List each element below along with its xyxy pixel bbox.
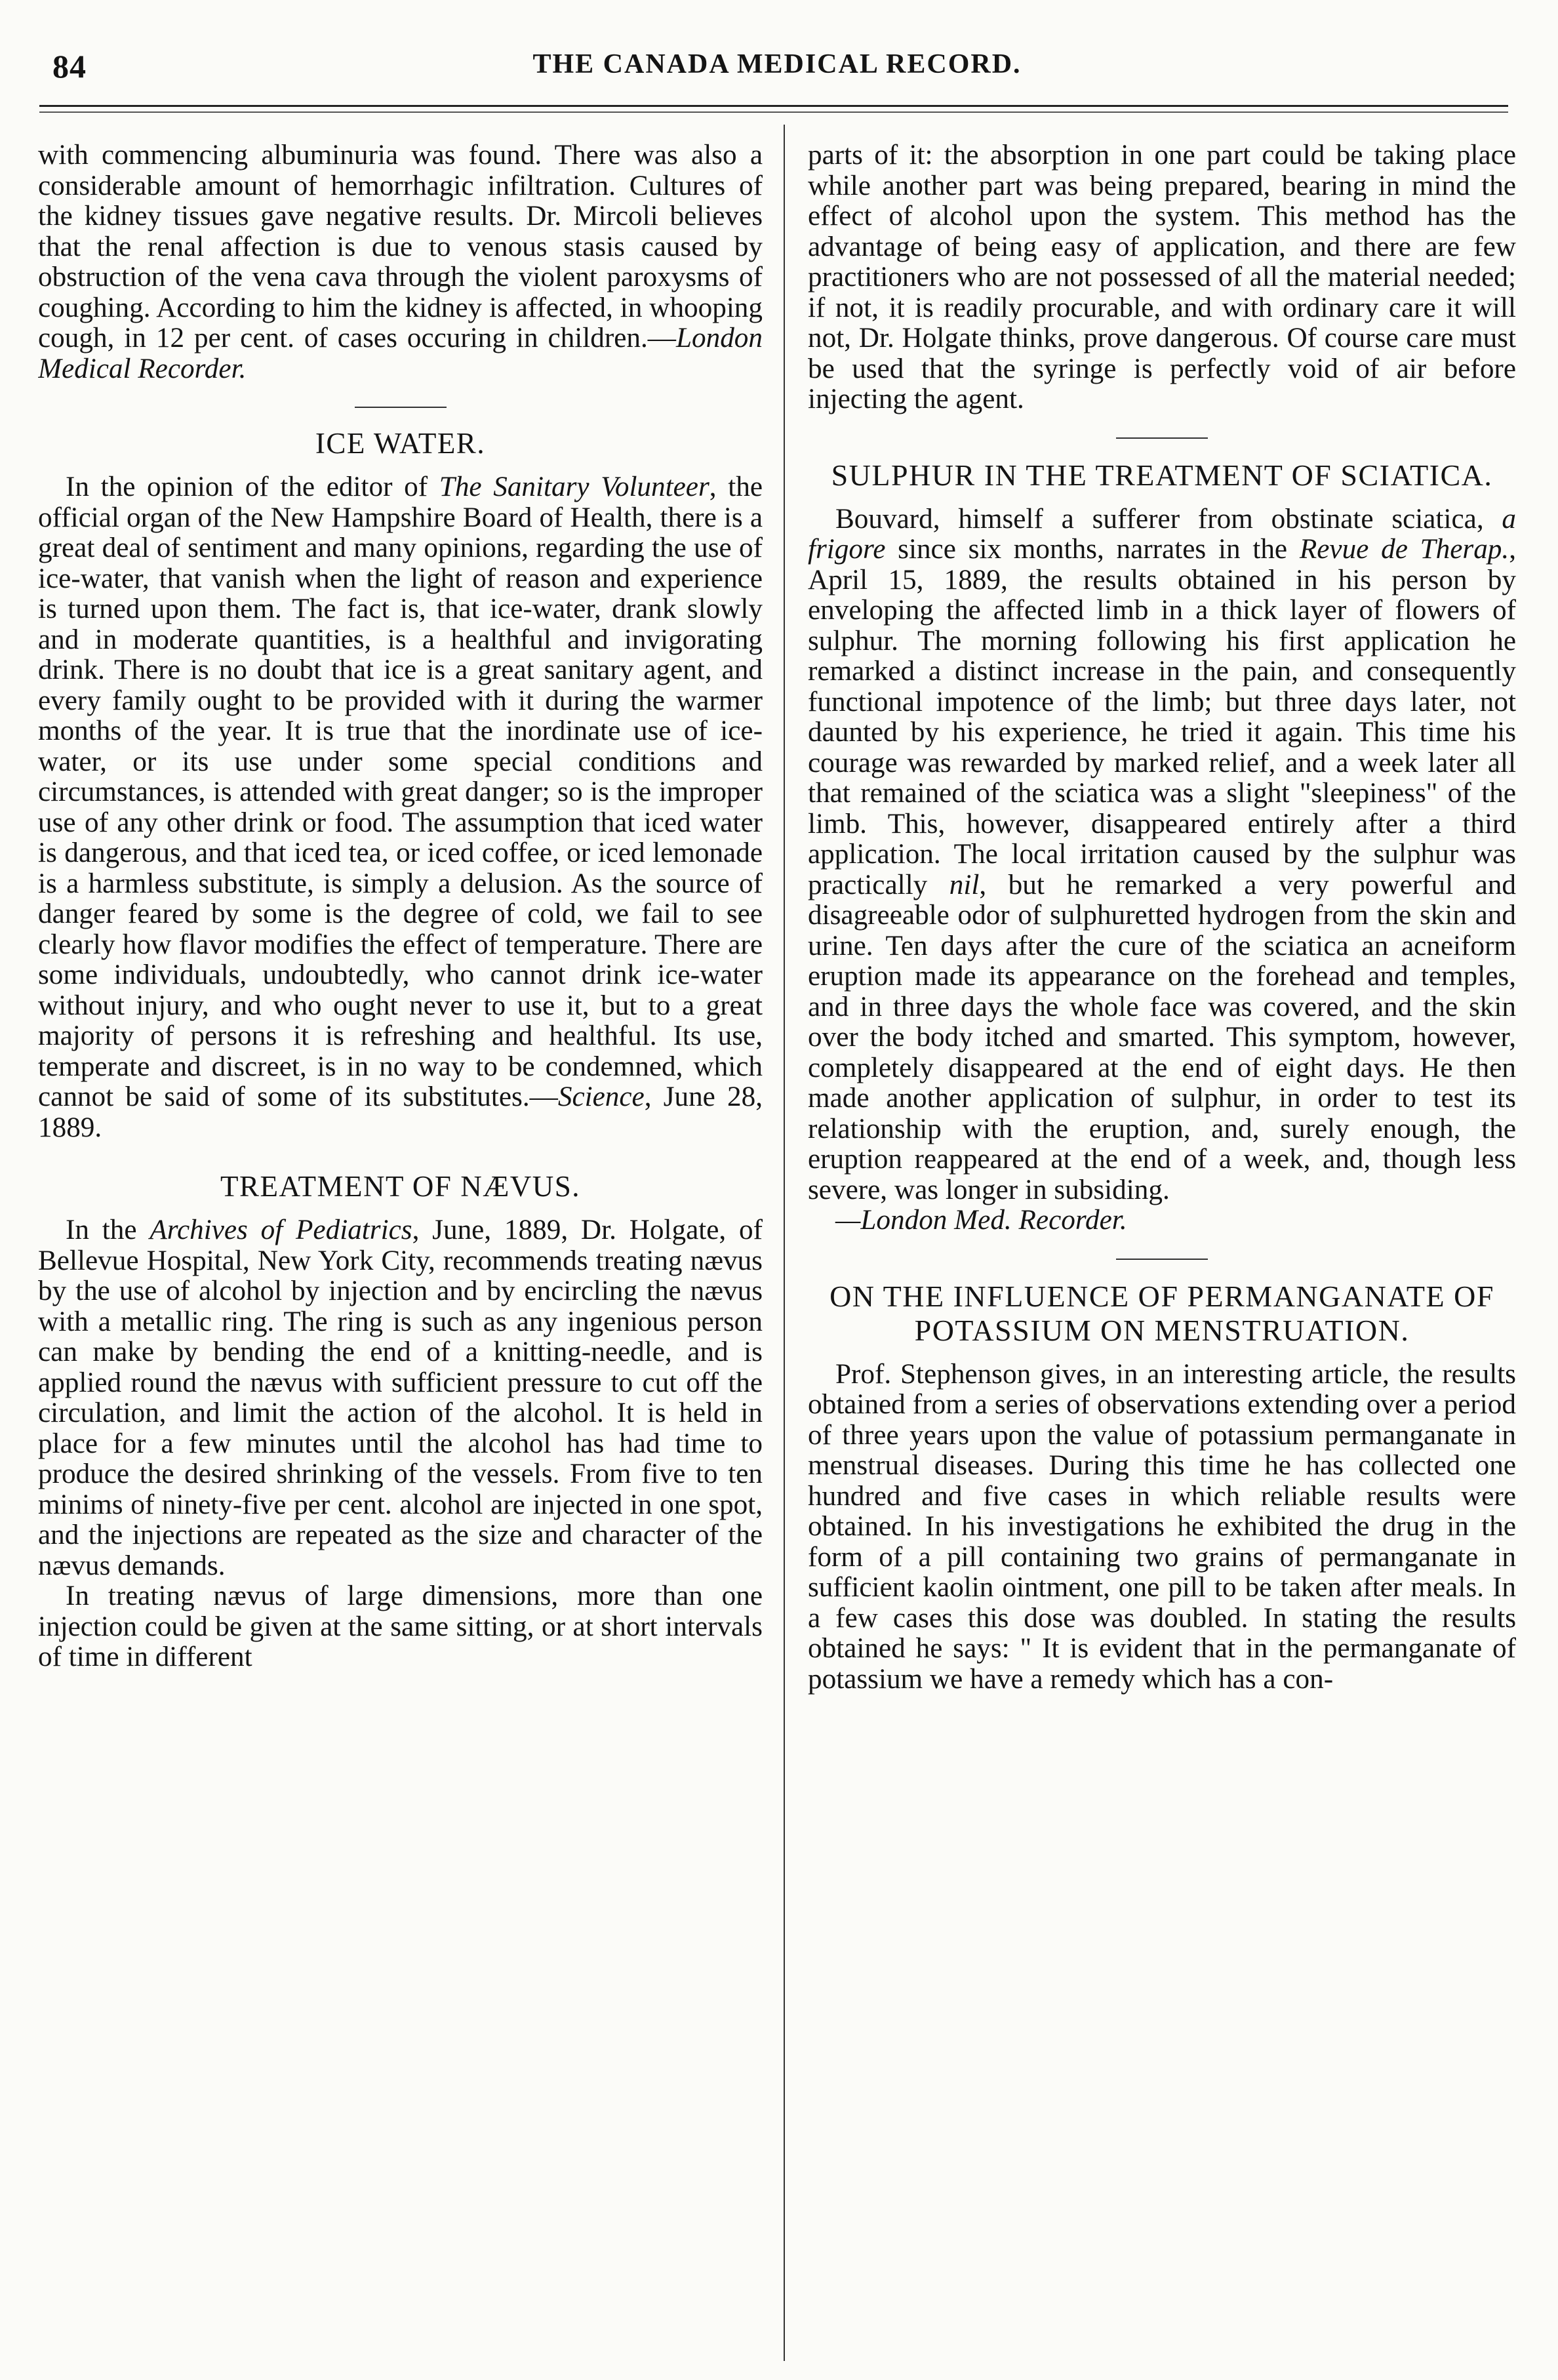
section-divider: [1116, 1259, 1208, 1260]
ice-water-paragraph: [38, 472, 763, 1143]
ice-water-source: Science: [557, 1081, 645, 1112]
sulphur-text-c: , April 15, 1889, the results obtained in his person by enveloping the affected limb in a thick layer of flowers of sulphur. The morning following his first application he remarked a distinct increase in the pain, and consequently functional impotence of the limb; but three days later, not daunted by his experience, he tried it again. This time his courage was rewarded by marked relief, and a week later all that remained of the sciatica was a slight "sleepiness" of the limb. This, however, disappeared entirely after a third application. The local irritation caused by the sulphur was practically: [808, 534, 1516, 900]
sulphur-journal-title: Revue de Therap.: [1299, 534, 1509, 565]
ice-water-journal-title: The Sanitary Volunteer: [439, 472, 709, 502]
section-divider: [1116, 437, 1208, 439]
left-column: [38, 140, 763, 2357]
intro-text: with commencing albuminuria was found. There was also a considerable amount of hemorrhagic infiltration. Cultures of the kidney tissues gave negative results. Dr. Mircoli believes that the renal affection is due to venous stasis caused by obstruction of the vena cava through the violent paroxysms of coughing. According to him the kidney is affected, in whooping cough, in 12 per cent. of cases occuring in children.—: [38, 140, 763, 353]
column-divider: [784, 125, 785, 2361]
ice-water-text-a: In the opinion of the editor of: [66, 472, 439, 502]
sulphur-text-d: , but he remarked a very powerful and disagreeable odor of sulphuretted hydrogen from the skin and urine. Ten days after the cure of the sciatica an acneiform eruption made its appearance on the forehead and temples, and in three days the whole face was covered, and the skin over the body itched and smarted. This symptom, however, completely disappeared at the end of eight days. He then made another application of sulphur, in order to test its relationship with the eruption, and, surely enough, the eruption reappeared at the end of a week, and, though less severe, was longer in subsiding.: [808, 869, 1516, 1205]
section-divider: [355, 407, 447, 408]
ice-water-text-b: , the official organ of the New Hampshire Board of Health, there is a great deal of sentiment and many opinions, regarding the use of ice-water, that vanish when the light of reason and experience is turned upon them. The fact is, that ice-water, drank slowly and in moderate quantities, is a healthful and invigorating drink. There is no doubt that ice is a great sanitary agent, and every family ought to be provided with it during the warmer months of the year. It is true that the inordinate use of ice-water, or its use under some special conditions and circumstances, is attended with great danger; so is the improper use of any other drink or food. The assumption that iced water is dangerous, and that iced tea, or iced coffee, or iced lemonade is a harmless substitute, is simply a delusion. As the source of danger feared by some is the degree of cold, we fail to see clearly how flavor modifies the effect of temperature. There are some individuals, undoubtedly, who cannot drink ice-water without injury, and who ought never to use it, but to a great majority of persons it is refreshing and healthful. Its use, temperate and discreet, is in no way to be condemned, which cannot be said of some of its substitutes.—: [38, 472, 763, 1112]
page-header: [46, 28, 1508, 93]
naevus-paragraph-2: In treating nævus of large dimensions, more than one injection could be given at the same sitting, or at short intervals of time in different: [38, 1581, 763, 1672]
sulphur-source: —London Med. Recorder.: [835, 1205, 1127, 1236]
sulphur-text-a: Bouvard, himself a sufferer from obstinate sciatica,: [835, 503, 1502, 534]
naevus-continuation: parts of it: the absorption in one part could be taking place while another part was being prepared, bearing in mind the effect of alcohol upon the system. This method has the advantage of being easy of application, and there are few practitioners who are not possessed of all the material needed; if not, it is readily procurable, and with ordinary care it will not, Dr. Holgate thinks, prove dangerous. Of course care must be used that the syringe is perfectly void of air before injecting the agent.: [808, 140, 1516, 414]
permanganate-heading: ON THE INFLUENCE OF PERMANGANATE OF POTASSIUM ON MENSTRUATION.: [829, 1279, 1494, 1347]
ice-water-source-date: , June 28, 1889.: [38, 1081, 763, 1143]
header-rule: [39, 105, 1508, 107]
naevus-paragraph-1: [38, 1215, 763, 1581]
intro-source: London Medical Recorder.: [38, 323, 763, 384]
sulphur-heading: SULPHUR IN THE TREATMENT OF SCIATICA.: [831, 458, 1493, 492]
page-number: 84: [52, 48, 87, 85]
right-column: [808, 140, 1516, 2357]
sulphur-text-b: since six months, narrates in the: [885, 534, 1300, 565]
naevus-text-b: , June, 1889, Dr. Holgate, of Bellevue Hospital, New York City, recommends treating nævus by the use of alcohol by injection and by encircling the nævus with a metallic ring. The ring is such as any ingenious person can make by bending the end of a knitting-needle, and is applied round the nævus with sufficient pressure to cut off the circulation, and limit the action of the alcohol. It is held in place for a few minutes until the alcohol has had time to produce the desired shrinking of the vessels. From five to ten minims of ninety-five per cent. alcohol are injected in one spot, and the injections are repeated as the size and character of the nævus demands.: [38, 1215, 763, 1581]
whooping-cough-article-end: [38, 140, 763, 384]
ice-water-heading: ICE WATER.: [315, 427, 486, 460]
header-rule-secondary: [39, 111, 1508, 113]
running-title: THE CANADA MEDICAL RECORD.: [532, 49, 1022, 79]
sulphur-nil: nil: [949, 869, 980, 900]
permanganate-paragraph: Prof. Stephenson gives, in an interesting article, the results obtained from a series of observations extending over a period of three years upon the value of potassium permanganate in menstrual diseases. During this time he has collected one hundred and five cases in which reliable results were obtained. In his investigations he exhibited the drug in the form of a pill containing two grains of permanganate in sufficient kaolin ointment, one pill to be taken after meals. In a few cases this dose was doubled. In stating the results obtained he says: " It is evident that in the permanganate of potassium we have a remedy which has a con-: [808, 1358, 1516, 1695]
naevus-text-a: In the: [66, 1215, 150, 1245]
sulphur-paragraph: [808, 504, 1516, 1206]
naevus-journal-title: Archives of Pediatrics: [150, 1215, 412, 1245]
naevus-heading: TREATMENT OF NÆVUS.: [220, 1170, 580, 1203]
sulphur-latin-term: a frigore: [808, 503, 1516, 565]
